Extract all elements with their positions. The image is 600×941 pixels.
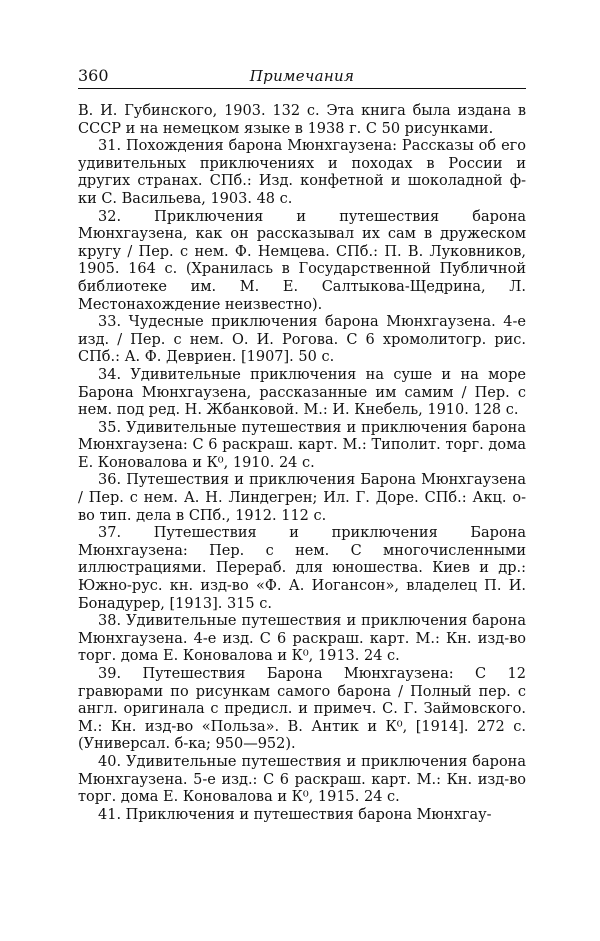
entry-40: 40. Удивительные путешествия и приключения барона Мюнхгаузена. 5-е изд.: С 6 раскраш. карт. М.: Кн. изд-во торг. дома Е. Коновалова и К⁰, 1915. 24 с. xyxy=(78,753,526,806)
page-number: 360 xyxy=(78,66,109,85)
entry-continuation: В. И. Губинского, 1903. 132 с. Эта книга была издана в СССР и на немецком языке в 1938 г. С 50 рисунками. xyxy=(78,103,526,137)
entry-39: 39. Путешествия Барона Мюнхгаузена: С 12 гравюрами по рисункам самого барона / Полный пер. с англ. оригинала с предисл. и примеч. С. Г. Займовского. М.: Кн. изд-во «Польза». В. Антик и К⁰, [1914]. 272 с. (Универсал. б-ка; 950—952). xyxy=(78,666,526,753)
entry-32: 32. Приключения и путешествия барона Мюнхгаузена, как он рассказывал их сам в дружеском кругу / Пер. с нем. Ф. Немцева. СПб.: П. В. Луковников, 1905. 164 с. (Хранилась в Государственной Публичной библиотеке им. М. Е. Салтыкова-Щедрина, Л. Местонахождение неизвестно). xyxy=(78,208,526,313)
entry-35: 35. Удивительные путешествия и приключения барона Мюнхгаузена: С 6 раскраш. карт. М.: Типолит. торг. дома Е. Коновалова и К⁰, 1910. 24 с. xyxy=(78,419,526,471)
entry-31: 31. Похождения барона Мюнхгаузена: Рассказы об его удивительных приключениях и походах в России и других странах. СПб.: Изд. конфетной и шоколадной ф-ки С. Васильева, 1903. 48 с. xyxy=(78,138,526,207)
entry-36: 36. Путешествия и приключения Барона Мюнхгаузена / Пер. с нем. А. Н. Линдегрен; Ил. Г. Доре. СПб.: Акц. о-во тип. дела в СПб., 1912. 112 с. xyxy=(78,472,526,524)
entry-38: 38. Удивительные путешествия и приключения барона Мюнхгаузена. 4-е изд. С 6 раскраш. карт. М.: Кн. изд-во торг. дома Е. Коновалова и К⁰, 1913. 24 с. xyxy=(78,613,526,665)
entry-33: 33. Чудесные приключения барона Мюнхгаузена. 4-е изд. / Пер. с нем. О. И. Рогова. С 6 хромолитогр. рис. СПб.: А. Ф. Девриен. [1907]. 50 с. xyxy=(78,314,526,366)
book-page xyxy=(78,60,526,824)
entry-41: 41. Приключения и путешествия барона Мюнхгау- xyxy=(98,806,492,823)
running-head xyxy=(78,60,526,89)
section-title: Примечания xyxy=(249,67,355,85)
entry-37: 37. Путешествия и приключения Барона Мюнхгаузена: Пер. с нем. С многочисленными иллюстрациями. Перераб. для юношества. Киев и др.: Южно-рус. кн. изд-во «Ф. А. Иогансон», владелец П. И. Бонадурер, [1913]. 315 с. xyxy=(78,525,526,612)
bibliography-text xyxy=(78,103,526,824)
entry-34: 34. Удивительные приключения на суше и на море Барона Мюнхгаузена, рассказанные им самим / Пер. с нем. под ред. Н. Жбанковой. М.: И. Кнебель, 1910. 128 с. xyxy=(78,366,526,419)
